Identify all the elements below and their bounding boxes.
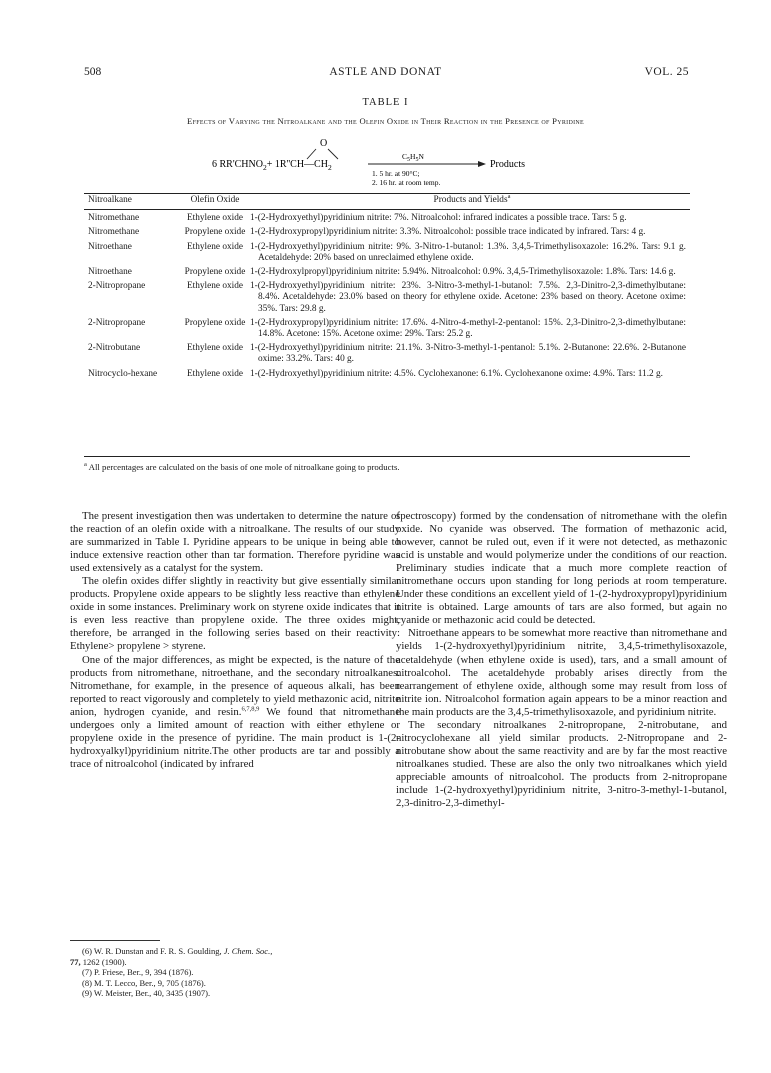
reaction-scheme (0, 136, 771, 188)
table-row (84, 281, 690, 318)
col-header-nitroalkane: Nitroalkane (88, 195, 132, 205)
footnote-mark: a (84, 461, 87, 469)
cell-nitroalkane: Nitromethane (88, 213, 140, 224)
reactants-text: 6 $RR'CHNO_2+$ $1R''CH—CH_2$ (212, 159, 332, 172)
table-row (84, 267, 690, 281)
epoxide-bond-right (328, 149, 338, 159)
table-title: TABLE I (362, 97, 409, 108)
catalyst-label: $C_5H_5N$ (402, 152, 424, 163)
table-caption: Effects of Varying the Nitroalkane and the Olefin Oxide in Their Reaction in the Presence of Pyridine (187, 116, 584, 126)
cell-oxide: Propylene oxide (184, 317, 246, 328)
reference-6: (6) W. R. Dunstan and F. R. S. Goulding, J. Chem. Soc., 77, 1262 (1900). (70, 946, 273, 967)
table-row (84, 318, 690, 343)
cell-oxide: Propylene oxide (184, 227, 246, 238)
table-header-row (84, 194, 690, 209)
cell-nitroalkane: 2-Nitrobutane (88, 343, 141, 354)
reference-9: (9) W. Meister, Ber., 40, 3435 (1907). (82, 988, 211, 999)
table-row (84, 242, 690, 267)
paragraph: Nitroethane appears to be somewhat more reactive than nitromethane and yields 1-(2-hydroxyethyl)pyridinium nitrite, 3,4,5-trimethylisoxazole, acetaldehyde (when ethylene oxide is used), tars, and a small amount of nitroalcohol. The acetaldehyde probably arises directly from the rearrangement of ethylene oxide, although some may result from loss of nitrite ion. Nitroalcohol formation again appears to be a minor reaction and the main products are the 3,4,5-trimethylisoxazole, and pyridinium nitrite. (396, 627, 727, 718)
reaction-svg (0, 136, 771, 188)
cell-products: 1-(2-Hydroxylpropyl)pyridinium nitrite: 5.94%. Nitroalcohol: 0.9%. 3,4,5-Trimethylisoxazole: 1.8%. Tars: 14.6 g. (250, 267, 676, 278)
table-bottom-rule (84, 456, 690, 457)
page-number: 508 (84, 66, 102, 78)
cell-products: 1-(2-Hydroxyethyl)pyridinium nitrite: 9%. 3-Nitro-1-butanol: 1.3%. 3,4,5-Trimethylisoxazole: 16.2%. Tars: 9.1 g. Acetaldehyde: 20% based on unreclaimed ethylene oxide. (250, 241, 686, 263)
cell-nitroalkane: 2-Nitropropane (88, 317, 146, 328)
epoxide-oxygen: O (320, 138, 328, 149)
footnote-text: All percentages are calculated on the basis of one mole of nitroalkane going to products. (88, 462, 400, 472)
cell-products: 1-(2-Hydroxyethyl)pyridinium nitrite: 4.5%. Cyclohexanone: 6.1%. Cyclohexanone oxime: 4.9%. Tars: 11.2 g. (250, 368, 663, 379)
left-column (70, 510, 400, 771)
paragraph: One of the major differences, as might be expected, is the nature of the products from nitromethane, nitroethane, and the secondary nitroalkanes. Nitromethane, for example, in the presence of aqueous alkali, has been reported to react vigorously and completely to yield methazonic acid, nitrite anion, hydrogen cyanide, and resin.$^{6,7,8,9}$ We found that nitromethane undergoes only a limited amount of reaction with either ethylene or propylene oxide in the presence of pyridine. The main product is 1-(2-hydroxyalkyl)pyridinium nitrite.The other products are tar and possibly a trace of nitroalcohol (indicated by infrared (70, 653, 400, 770)
col-header-olefin-oxide: Olefin Oxide (190, 195, 240, 205)
cell-oxide: Propylene oxide (184, 267, 246, 278)
reference-8: (8) M. T. Lecco, Ber., 9, 705 (1876). (82, 977, 206, 988)
cell-oxide: Ethylene oxide (186, 241, 244, 252)
cell-products: 1-(2-Hydroxyethyl)pyridinium nitrite: 23%. 3-Nitro-3-methyl-1-butanol: 7.5%. 2,3-Dinitro-2,3-dimethylbutane: 8.4%. Acetaldehyde: 23.0% based on theory for ethylene oxide. Acetone: 23% based on theory. Acetone oxime: 35%. Tars: 29.8 g. (250, 281, 686, 314)
cell-nitroalkane: 2-Nitropropane (88, 281, 146, 292)
reaction-product: Products (490, 159, 525, 170)
cell-nitroalkane: Nitromethane (88, 227, 140, 238)
table-row (84, 227, 690, 241)
cell-nitroalkane: Nitroethane (88, 267, 132, 278)
cell-nitroalkane: Nitrocyclo-hexane (88, 368, 158, 379)
cell-products: 1-(2-Hydroxypropyl)pyridinium nitrite: 17.6%. 4-Nitro-4-methyl-2-pentanol: 15%. 2,3-Dinitro-2,3-dimethylbutane: 14.8%. Acetone: 15%. Acetone oxime: 29%. Tars: 25.2 g. (250, 317, 686, 340)
cell-products: 1-(2-Hydroxyethyl)pyridinium nitrite: 21.1%. 3-Nitro-3-methyl-1-pentanol: 5.1%. 2-Butanone: 22.6%. 2-Butanone oxime: 33.2%. Tars: 40 g. (250, 343, 686, 365)
right-column (396, 510, 727, 810)
paragraph: spectroscopy) formed by the condensation of nitromethane with the olefin oxide. No cyanide was observed. The formation of methazonic acid, however, cannot be ruled out, even if it were not detected, as methazonic acid is unstable and would polymerize under the conditions of our reaction. Preliminary studies indicate that a much more complete reaction of nitromethane occurs upon standing for long periods at room temperature. Under these conditions an excellent yield of 1-(2-hydroxypropyl)pyridinium nitrite is obtained. Large amounts of tars are also formed, but again no cyanide or methazonic acid could be detected. (396, 510, 727, 627)
paragraph: The present investigation then was undertaken to determine the nature of the reaction of an olefin oxide with a nitroalkane. The results of our study are summarized in Table I. Pyridine appears to be unique in being able to induce extensive reaction other than tar formation. Therefore pyridine was used extensively as a catalyst for the system. (70, 510, 400, 575)
table-row (84, 213, 690, 227)
cell-products: 1-(2-Hydroxypropyl)pyridinium nitrite: 3.3%. Nitroalcohol: possible trace indicated by infrared. Tars: 4 g. (250, 227, 646, 238)
reaction-step-2: 2. 16 hr. at room temp. (372, 178, 441, 187)
paragraph: The secondary nitroalkanes 2-nitropropane, 2-nitrobutane, and nitrocyclohexane all yield similar products. 2-Nitropropane and 2-nitrobutane show about the same reactivity and are by far the most reactive nitroalkanes studied. These are also the only two nitroalkanes which yield appreciable amounts of nitroalcohol. The products from 2-nitropropane include 1-(2-hydroxyethyl)pyridinium nitrite, 3-nitro-3-methyl-1-butanol, 2,3-dinitro-2,3-dimethyl- (396, 718, 727, 810)
cell-oxide: Ethylene oxide (186, 281, 244, 292)
volume-label: VOL. 25 (644, 66, 689, 78)
reference-7: (7) P. Friese, Ber., 9, 394 (1876). (82, 967, 194, 978)
running-title: ASTLE AND DONAT (329, 66, 442, 78)
col-header-products: Products and Yields$^a$ (433, 192, 511, 205)
footnote-rule (70, 940, 160, 941)
table-footnote (84, 462, 400, 472)
cell-products: 1-(2-Hydroxyethyl)pyridinium nitrite: 7%. Nitroalcohol: infrared indicates a possible trace. Tars: 5 g. (250, 213, 627, 224)
cell-oxide: Ethylene oxide (186, 343, 244, 354)
table-row (84, 343, 690, 368)
cell-oxide: Ethylene oxide (186, 368, 244, 379)
cell-nitroalkane: Nitroethane (88, 241, 132, 252)
reaction-arrow-head (478, 161, 486, 167)
cell-oxide: Ethylene oxide (186, 213, 244, 224)
references (70, 946, 400, 999)
table-row (84, 369, 690, 383)
paragraph: The olefin oxides differ slightly in reactivity but give essentially similar products. Propylene oxide appears to be slightly less reactive than ethylene oxide in some instances. Preliminary work on styrene oxide indicates that it is even less reactive than propylene oxide. The three oxides might, therefore, be arranged in the following series based on their reactivity: Ethylene> propylene > styrene. (70, 575, 400, 653)
results-table (84, 194, 690, 383)
epoxide-bond-left (307, 149, 316, 159)
reaction-step-1: 1. 5 hr. at 90°C; (372, 169, 420, 178)
